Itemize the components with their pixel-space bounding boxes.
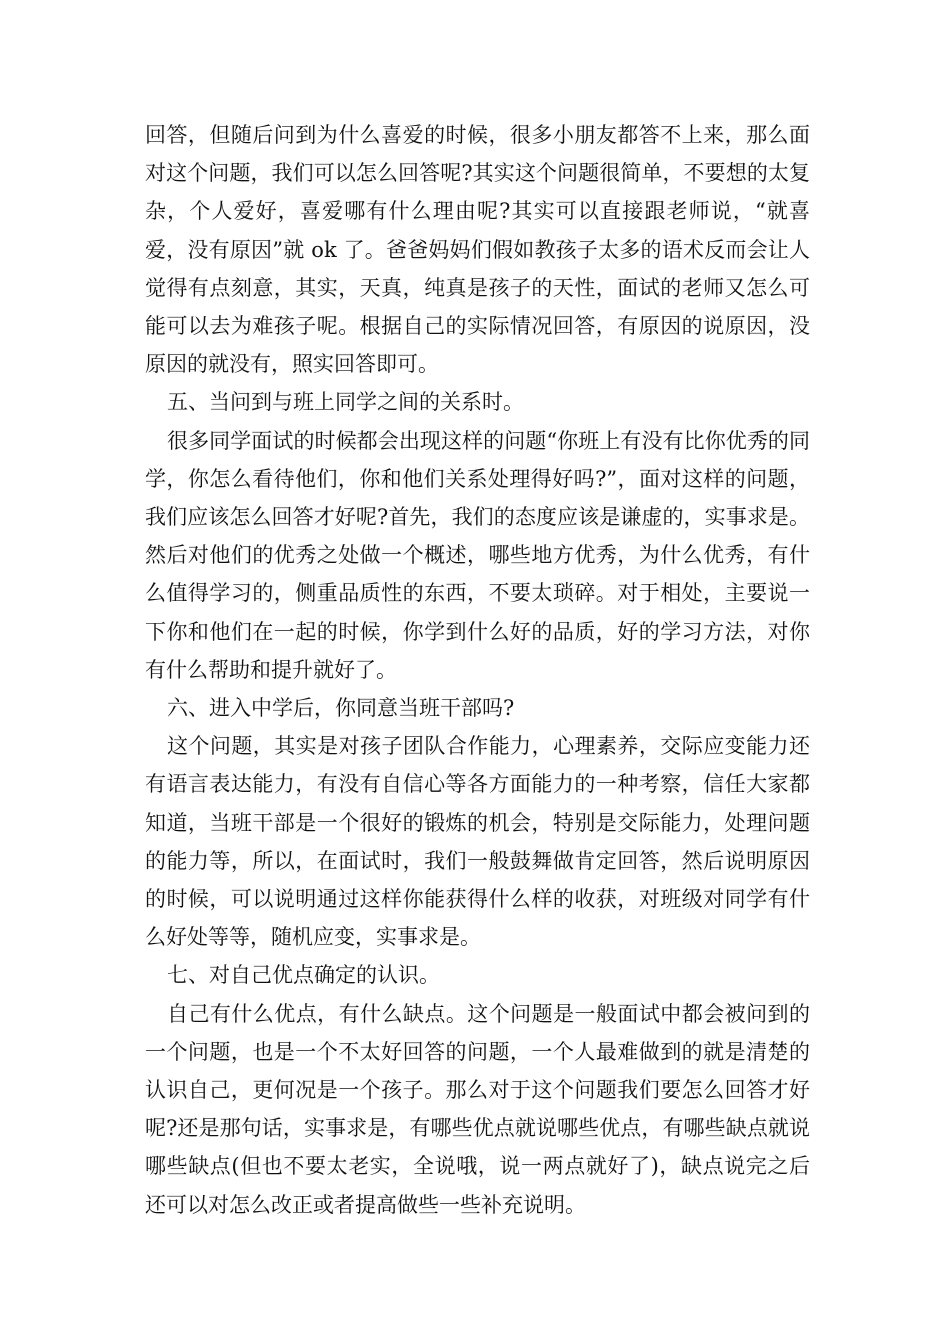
section-heading-7: 七、对自己优点确定的认识。 [167,963,440,988]
section-heading-5: 五、当问到与班上同学之间的关系时。 [167,390,524,415]
paragraph-continued-answer: 回答，但随后问到为什么喜爱的时候，很多小朋友都答不上来，那么面对这个问题，我们可以怎么回答呢?其实这个问题很简单，不要想的太复杂，个人爱好，喜爱哪有什么理由呢?其实可以直接跟老师说，“就喜爱，没有原因”就 ok 了。爸爸妈妈们假如教孩子太多的语术反而会让人觉得有点刻意，其实，天真，纯真是孩子的天性，面试的老师又怎么可能可以去为难孩子呢。根据自己的实际情况回答，有原因的说原因，没原因的就没有，照实回答即可。 [145,123,810,377]
paragraph-classmates: 很多同学面试的时候都会出现这样的问题“你班上有没有比你优秀的同学，你怎么看待他们，你和他们关系处理得好吗?”，面对这样的问题，我们应该怎么回答才好呢?首先，我们的态度应该是谦虚的，实事求是。然后对他们的优秀之处做一个概述，哪些地方优秀，为什么优秀，有什么值得学习的，侧重品质性的东西，不要太琐碎。对于相处，主要说一下你和他们在一起的时候，你学到什么好的品质，好的学习方法，对你有什么帮助和提升就好了。 [145,428,810,682]
paragraph-self-awareness: 自己有什么优点，有什么缺点。这个问题是一般面试中都会被问到的一个问题，也是一个不太好回答的问题，一个人最难做到的就是清楚的认识自己，更何况是一个孩子。那么对于这个问题我们要怎么回答才好呢?还是那句话，实事求是，有哪些优点就说哪些优点，有哪些缺点就说哪些缺点(但也不要太老实，全说哦，说一两点就好了)，缺点说完之后还可以对怎么改正或者提高做些一些补充说明。 [145,1001,810,1217]
document-body [145,116,810,1224]
section-heading-6: 六、进入中学后，你同意当班干部吗? [167,696,515,721]
paragraph-class-cadre: 这个问题，其实是对孩子团队合作能力，心理素养，交际应变能力还有语言表达能力，有没有自信心等各方面能力的一种考察，信任大家都知道，当班干部是一个很好的锻炼的机会，特别是交际能力，处理问题的能力等，所以，在面试时，我们一般鼓舞做肯定回答，然后说明原因的时候，可以说明通过这样你能获得什么样的收获，对班级对同学有什么好处等等，随机应变，实事求是。 [145,734,810,950]
